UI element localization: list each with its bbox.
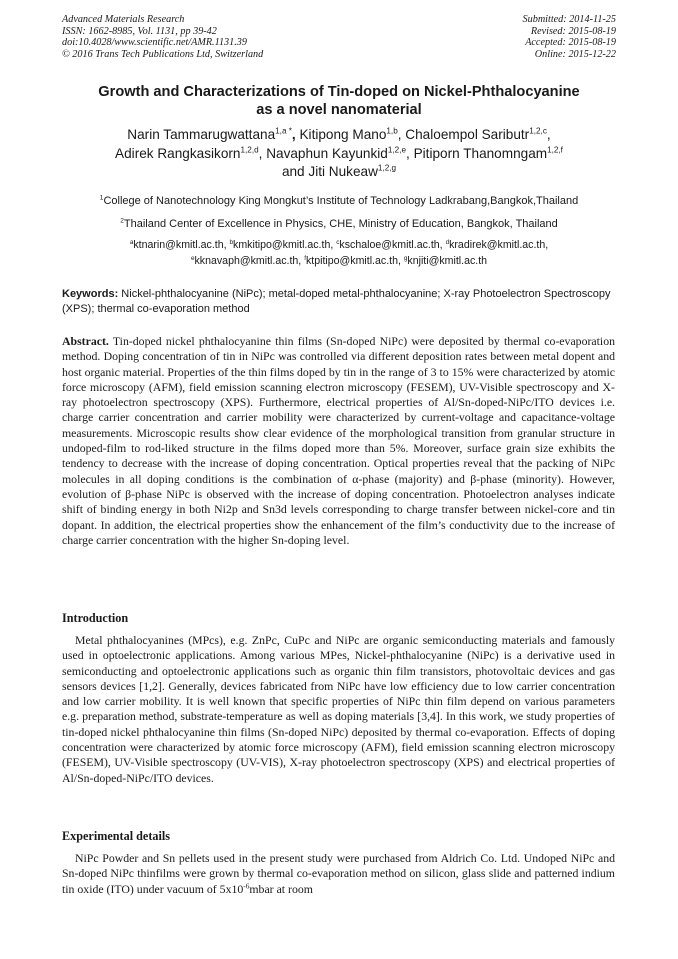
author-emails (40, 238, 638, 269)
email-address: ktpitipo@kmitl.ac.th, (305, 254, 404, 267)
author-name: Adirek Rangkasikorn (115, 145, 241, 161)
exponent: -6 (243, 881, 250, 891)
affiliation-marker: 2 (120, 217, 124, 225)
author-separator: , (258, 145, 267, 161)
date-accepted: Accepted: 2015-08-19 (525, 37, 616, 49)
abstract-text: Tin-doped nickel phthalocyanine thin films (Sn-doped NiPc) were deposited by thermal co-evaporation method. Doping concentration of tin in NiPc was controlled via different deposition rates between metal dopent and host organic material. Properties of the thin films doped by tin in the range of 3 to 15% were characterized by atomic force microscopy (AFM), field emission scanning electron microscopy (FESEM), UV-Visible spectroscopy and X-ray photoelectron spectroscopy (XPS). Furthermore, electrical properties of Al/Sn-doped-NiPc/ITO devices i.e. charge carrier concentration and carrier mobility were characterized by current-voltage and capacitance-voltage measurements. Microscopic results show clear evidence of the morphological transition from granular structure in undoped-film to rod-liked structure in the films doped more than 5%. Moreover, surface grain size exhibits the tendency to decrease with the increase of doping concentration. Optical properties reveal that the packing of NiPc molecules in all doping conditions is the combination of α-phase (majority) and β-phase (minority). However, evolution of β-phase NiPc is observed with the increase of doping concentration. Photoelectron analyses indicate shift of binding energy in both Ni2p and Sn3d levels corresponding to charge transfer between nickel-core and tin dopant. In addition, the electrical properties show the enhancement of the film’s conductivity due to the increase of charge carrier concentration with the higher Sn-doping level. (62, 334, 615, 547)
email-address: kradirek@kmitl.ac.th, (449, 239, 549, 251)
journal-info (62, 14, 263, 60)
experimental-text-continued: mbar at room (249, 881, 313, 896)
title-line: as a novel nanomaterial (256, 102, 422, 118)
keywords-label: Keywords: (62, 288, 119, 300)
author-name: Kitipong Mano (299, 127, 387, 142)
date-submitted: Submitted: 2014-11-25 (522, 14, 616, 25)
email-address: kmkitipo@kmitl.ac.th, (233, 239, 337, 251)
author-affiliation-marker: 1,2,f (547, 145, 563, 155)
author-name: Narin Tammarugwattana (127, 127, 276, 142)
introduction-heading: Introduction (62, 611, 129, 625)
email-marker: a (129, 238, 134, 246)
author-line (30, 163, 648, 182)
email-address: kknavaph@kmitl.ac.th, (194, 254, 305, 267)
date-online: Online: 2015-12-22 (534, 48, 616, 60)
date-revised: Revised: 2015-08-19 (530, 25, 616, 37)
author-separator: , (546, 127, 551, 142)
abstract-label: Abstract. (62, 334, 109, 348)
keywords (62, 287, 615, 317)
experimental-heading: Experimental details (62, 829, 170, 843)
email-marker: b (229, 238, 234, 246)
abstract (62, 334, 615, 548)
affiliation-marker: 1 (99, 194, 104, 202)
author-affiliation-marker: 1,2,g (377, 163, 397, 173)
email-marker: c (336, 238, 340, 246)
email-address: ktnarin@kmitl.ac.th, (133, 239, 230, 251)
affiliation-text: College of Nanotechnology King Mongkut’s Institute of Technology Ladkrabang,Bangkok,Thailand (103, 195, 579, 207)
author-line (30, 126, 648, 145)
author-name: Navaphun Kayunkid (266, 145, 388, 161)
journal-name: Advanced Materials Research (62, 14, 185, 25)
author-name: Pitiporn Thanomngam (413, 145, 548, 161)
author-separator: , (291, 127, 300, 142)
experimental-paragraph (62, 851, 615, 897)
publication-dates (523, 14, 616, 60)
author-affiliation-marker: 1,2,e (387, 145, 407, 155)
author-affiliation-marker: 1,a * (275, 126, 292, 136)
paper-title (40, 83, 638, 119)
email-marker: g (403, 254, 408, 262)
author-separator: , (406, 145, 414, 161)
email-address: kschaloe@kmitl.ac.th, (339, 239, 446, 251)
author-separator: , (397, 127, 406, 142)
email-address: knjiti@kmitl.ac.th (407, 254, 488, 267)
journal-doi: doi:10.4028/www.scientific.net/AMR.1131.39 (62, 37, 247, 49)
author-list (30, 126, 648, 182)
email-line (40, 238, 638, 254)
experimental-text: NiPc Powder and Sn pellets used in the present study were purchased from Aldrich Co. Ltd. Undoped NiPc and Sn-doped NiPc thinfilms were grown by thermal co-evaporation method on silicon, glass slide and patterned indium tin oxide (ITO) under vacuum of 5x10 (62, 851, 615, 896)
author-affiliation-marker: 1,b (386, 126, 398, 136)
email-marker: f (304, 254, 306, 262)
affiliation-2 (20, 217, 658, 231)
email-marker: e (190, 254, 195, 262)
author-line (30, 145, 648, 164)
keywords-text: Nickel-phthalocyanine (NiPc); metal-doped metal-phthalocyanine; X-ray Photoelectron Spectroscopy (XPS); thermal co-evaporation method (62, 288, 611, 315)
journal-issn: ISSN: 1662-8985, Vol. 1131, pp 39-42 (62, 25, 217, 37)
email-line (40, 254, 638, 270)
journal-copyright: © 2016 Trans Tech Publications Ltd, Switzerland (62, 48, 264, 60)
author-affiliation-marker: 1,2,d (240, 145, 259, 155)
author-affiliation-marker: 1,2,c (529, 126, 547, 136)
affiliation-text: Thailand Center of Excellence in Physics, CHE, Ministry of Education, Bangkok, Thailand (123, 218, 558, 230)
author-name: and Jiti Nukeaw (281, 164, 378, 179)
introduction-paragraph: Metal phthalocyanines (MPcs), e.g. ZnPc, CuPc and NiPc are organic semiconducting materials and famously used in optoelectronic applications. Among various MPes, Nickel-phthalocyanine (NiPc) is a derivative used in semiconducting and optoelectronic applications such as organic thin film transistors, photovoltaic devices and gas sensors devices [1,2]. Generally, devices fabricated from NiPc have low efficiency due to low carrier concentration and low carrier mobility. It is well known that specific properties of NiPc thin film depend on various parameters e.g. preparation method, substrate-temperature as well as doping materials [3,4]. In this work, we study properties of tin-doped nickel phthalocyanine thin films (Sn-doped NiPc) deposited by thermal co-evaporation. Effects of doping concentration were characterized by atomic force microscopy (AFM), field emission scanning electron microscopy (FESEM), UV-Visible spectroscopy (UV-VIS), X-ray photoelectron spectroscopy (XPS) and electrical properties of Al/Sn-doped-NiPc/ITO devices. (62, 633, 615, 785)
author-name: Chaloempol Saributr (405, 127, 530, 142)
email-marker: d (445, 238, 450, 246)
title-line: Growth and Characterizations of Tin-doped on Nickel-Phthalocyanine (98, 84, 580, 100)
affiliation-1 (20, 194, 658, 208)
